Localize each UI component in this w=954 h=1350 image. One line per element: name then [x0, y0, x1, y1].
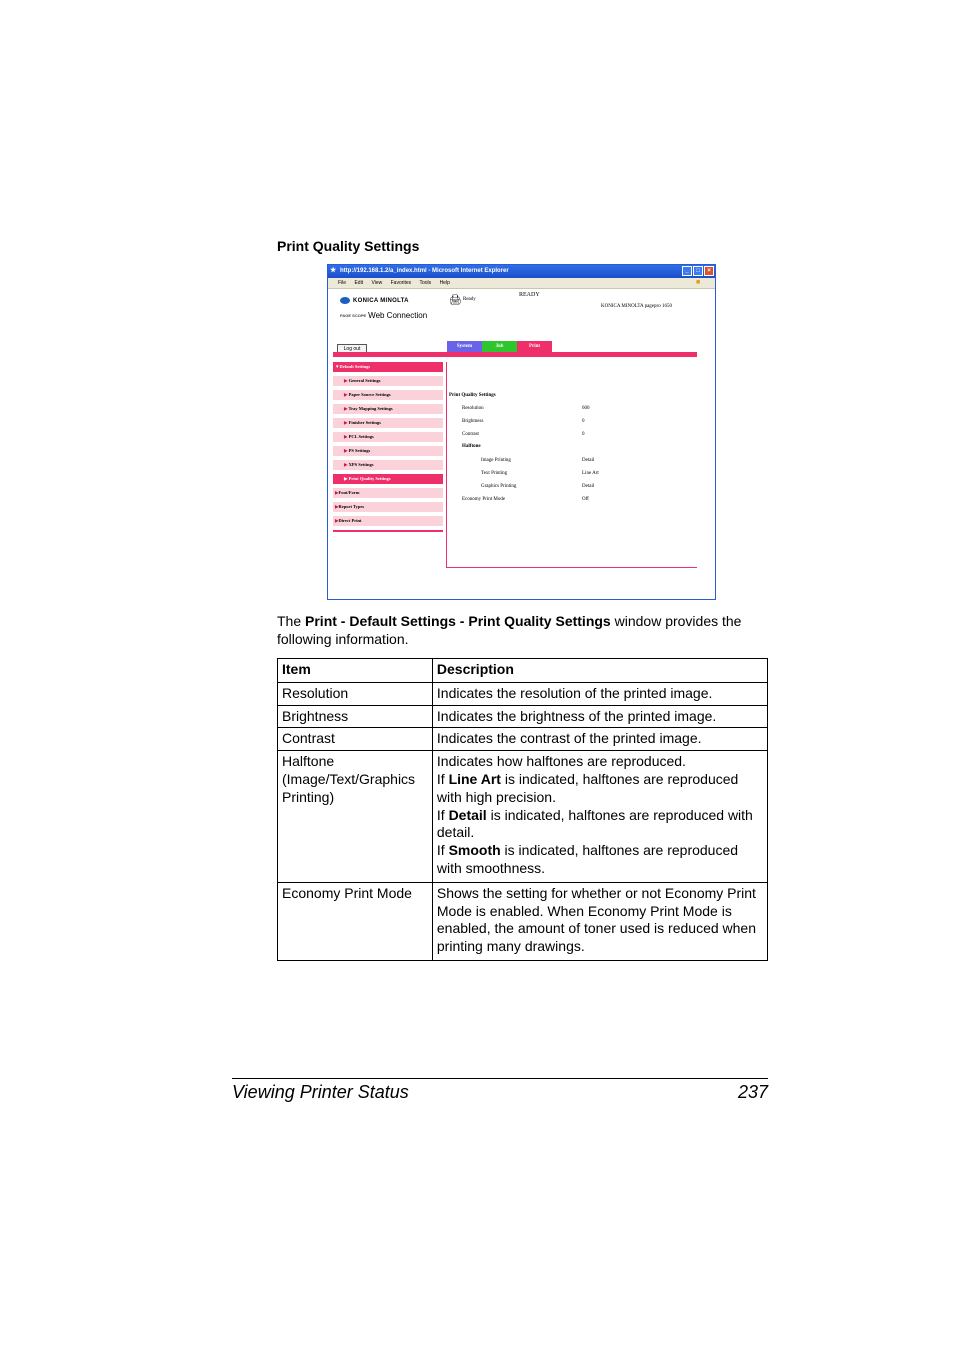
- main-tabs: [447, 341, 552, 352]
- intro-text-1: The: [277, 613, 306, 629]
- browser-screenshot: [327, 264, 716, 600]
- cell-item-line: Printing): [282, 788, 335, 805]
- desc-bold-smooth: Smooth: [448, 842, 501, 859]
- setting-label-image-printing: Image Printing: [481, 458, 511, 463]
- triangle-right-icon: ▶: [344, 448, 349, 453]
- triangle-right-icon: ▶: [344, 392, 349, 397]
- sidebar-item-label: Report Types: [338, 504, 365, 509]
- sidebar-bottom-line: [333, 530, 443, 532]
- table-row: [278, 705, 768, 728]
- triangle-right-icon: ▶: [335, 504, 339, 509]
- table-row: [278, 682, 768, 705]
- cell-item: Resolution: [278, 682, 433, 705]
- sidebar-item-label: Paper Source Settings: [348, 392, 391, 397]
- header-description: Description: [432, 659, 767, 683]
- sidebar-item-label: Tray Mapping Settings: [348, 406, 393, 411]
- table-header-row: [278, 659, 768, 683]
- browser-menubar: [328, 278, 715, 289]
- sidebar-item-label: Direct Print: [338, 518, 362, 523]
- cell-item: Economy Print Mode: [278, 882, 433, 960]
- setting-value-contrast: 0: [582, 432, 585, 437]
- sidebar-item-tray-mapping-settings[interactable]: [333, 404, 443, 414]
- header-item: Item: [278, 659, 433, 683]
- windows-logo-icon: ■: [696, 279, 701, 286]
- status-big: READY: [519, 292, 540, 298]
- desc-if: If: [436, 806, 449, 823]
- brand-name: KONICA MINOLTA: [353, 298, 409, 305]
- setting-value-economy-print-mode: Off: [582, 497, 589, 502]
- browser-titlebar: [328, 265, 715, 278]
- globe-icon: [340, 297, 350, 304]
- triangle-right-icon: ▶: [344, 476, 349, 481]
- cell-description: [432, 751, 767, 883]
- cell-description: Shows the setting for whether or not Economy Print Mode is enabled. When Economy Print Mode is enabled, the amount of toner used is reduced when printing many drawings.: [432, 882, 767, 960]
- setting-label-graphics-printing: Graphics Printing: [481, 484, 517, 489]
- setting-value-image-printing: Detail: [582, 458, 595, 463]
- sidebar-item-label: Font/Form: [338, 490, 360, 495]
- sidebar-item-default-settings[interactable]: [333, 362, 443, 372]
- window-controls: [682, 266, 714, 276]
- desc-if: If: [436, 842, 449, 859]
- cell-description: Indicates the resolution of the printed image.: [432, 682, 767, 705]
- info-table: [277, 658, 768, 961]
- desc-line: is indicated, halftones are reproduced with high precision.: [436, 770, 739, 805]
- setting-value-text-printing: Line Art: [582, 471, 599, 476]
- triangle-right-icon: ▶: [344, 406, 349, 411]
- menu-tools[interactable]: Tools: [419, 280, 432, 286]
- cell-item: [278, 751, 433, 883]
- desc-line: is indicated, halftones are reproduced with smoothness.: [436, 842, 739, 876]
- tab-job[interactable]: Job: [482, 341, 517, 352]
- menu-file[interactable]: File: [338, 280, 347, 286]
- halftone-label: Halftone: [462, 444, 481, 449]
- page-number: 237: [737, 1082, 768, 1102]
- web-connection-label: Web Connection: [368, 311, 428, 320]
- web-page: [328, 289, 715, 600]
- desc-line: is indicated, halftones are reproduced with detail.: [436, 806, 753, 841]
- sidebar-item-label: PCL Settings: [348, 434, 374, 439]
- menu-edit[interactable]: Edit: [354, 280, 364, 286]
- section-heading: Print Quality Settings: [277, 238, 420, 254]
- sidebar-item-label: Finisher Settings: [348, 420, 381, 425]
- desc-if: If: [436, 770, 449, 787]
- web-connection-logo: [340, 311, 427, 320]
- intro-paragraph: [277, 612, 768, 648]
- triangle-right-icon: ▶: [344, 420, 349, 425]
- intro-text-2: window provides the following information.: [277, 613, 742, 647]
- printer-model: KONICA MINOLTA pagepro 1650: [601, 304, 672, 309]
- desc-bold-line-art: Line Art: [448, 770, 501, 787]
- panel-title: Print Quality Settings: [449, 393, 496, 398]
- sidebar-item-report-types[interactable]: [333, 502, 443, 512]
- desc-bold-detail: Detail: [448, 806, 487, 823]
- sidebar-item-direct-print[interactable]: [333, 516, 443, 526]
- sidebar-item-label: Default Settings: [339, 364, 371, 369]
- sidebar-item-label: PS Settings: [348, 448, 371, 453]
- desc-line: Indicates how halftones are reproduced.: [436, 753, 686, 770]
- pagescope-logo: PAGE SCOPE: [340, 312, 367, 318]
- cell-item-line: Halftone: [282, 753, 335, 770]
- setting-label-resolution: Resolution: [462, 406, 484, 411]
- content-horizontal-divider: [446, 567, 697, 568]
- setting-value-graphics-printing: Detail: [582, 484, 595, 489]
- setting-label-brightness: Brightness: [462, 419, 484, 424]
- tab-print[interactable]: Print: [517, 341, 552, 352]
- cell-description: Indicates the contrast of the printed image.: [432, 728, 767, 751]
- triangle-right-icon: ▶: [344, 462, 349, 467]
- minimize-icon[interactable]: _: [682, 266, 692, 276]
- triangle-right-icon: ▶: [344, 434, 349, 439]
- sidebar-item-print-quality-settings[interactable]: [333, 474, 443, 484]
- sidebar-item-label: Print Quality Settings: [348, 476, 391, 481]
- sidebar-item-label: XPS Settings: [348, 462, 374, 467]
- triangle-right-icon: ▶: [335, 518, 339, 523]
- sidebar-item-ps-settings[interactable]: [333, 446, 443, 456]
- setting-label-text-printing: Text Printing: [481, 471, 508, 476]
- triangle-right-icon: ▶: [344, 378, 349, 383]
- ie-icon: ★: [330, 267, 337, 274]
- tab-system[interactable]: System: [447, 341, 482, 352]
- close-icon[interactable]: ×: [704, 266, 714, 276]
- sidebar-item-pcl-settings[interactable]: [333, 432, 443, 442]
- footer-title: Viewing Printer Status: [232, 1082, 409, 1102]
- sidebar-item-finisher-settings[interactable]: [333, 418, 443, 428]
- cell-item-line: (Image/Text/Graphics: [282, 770, 416, 787]
- tabbar-divider: [333, 352, 697, 357]
- triangle-down-icon: ▼: [335, 364, 340, 369]
- logout-button[interactable]: Log out: [337, 344, 367, 354]
- printer-icon: 🖨: [449, 295, 462, 306]
- menu-favorites[interactable]: Favorites: [390, 280, 412, 286]
- setting-value-brightness: 0: [582, 419, 585, 424]
- browser-title: http://192.168.1.2/a_index.html - Microsoft Internet Explorer: [340, 268, 509, 274]
- content-vertical-divider: [446, 362, 447, 567]
- setting-label-contrast: Contrast: [462, 432, 479, 437]
- maximize-icon[interactable]: □: [693, 266, 703, 276]
- setting-value-resolution: 600: [582, 406, 590, 411]
- sidebar: [333, 362, 443, 532]
- brand-logo: [340, 297, 409, 304]
- status-small: Ready: [463, 297, 476, 302]
- setting-label-economy-print-mode: Economy Print Mode: [462, 497, 506, 502]
- sidebar-item-xps-settings[interactable]: [333, 460, 443, 470]
- cell-item: Brightness: [278, 705, 433, 728]
- sidebar-item-label: General Settings: [348, 378, 381, 383]
- footer-rule: [232, 1078, 768, 1079]
- cell-item: Contrast: [278, 728, 433, 751]
- table-row-economy: [278, 882, 768, 960]
- triangle-right-icon: ▶: [335, 490, 339, 495]
- menu-view[interactable]: View: [371, 280, 383, 286]
- sidebar-item-general-settings[interactable]: [333, 376, 443, 386]
- table-row: [278, 728, 768, 751]
- intro-bold-path: Print - Default Settings - Print Quality Settings: [305, 613, 611, 629]
- table-row-halftone: [278, 751, 768, 883]
- sidebar-item-font-form[interactable]: [333, 488, 443, 498]
- cell-description: Indicates the brightness of the printed image.: [432, 705, 767, 728]
- menu-help[interactable]: Help: [439, 280, 450, 286]
- sidebar-item-paper-source-settings[interactable]: [333, 390, 443, 400]
